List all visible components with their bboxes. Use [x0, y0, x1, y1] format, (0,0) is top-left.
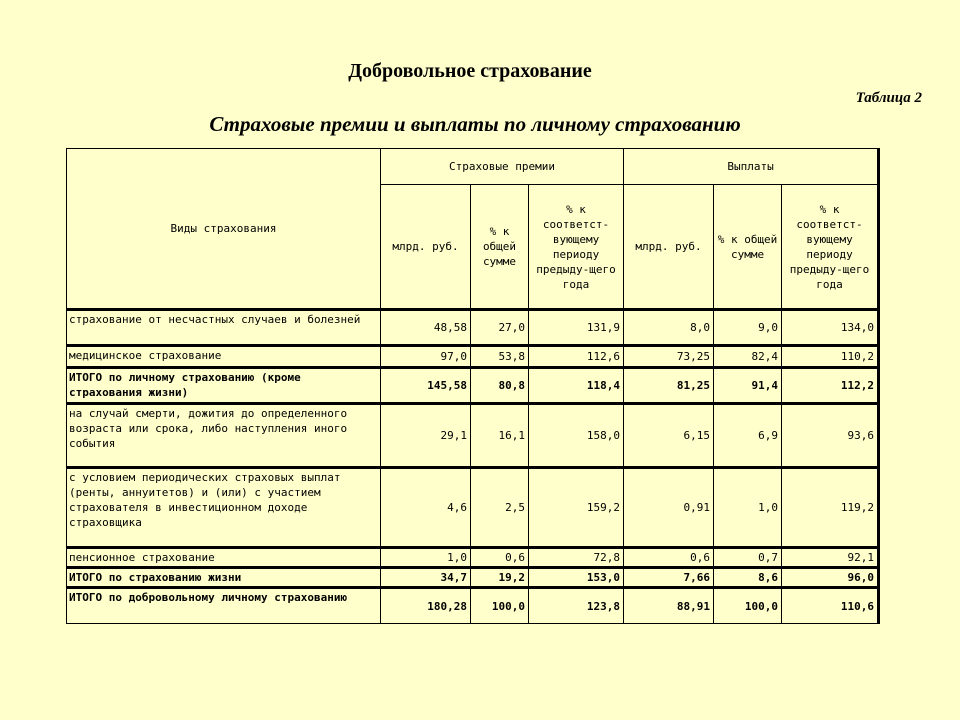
- table-row: [67, 588, 879, 624]
- premiums-pct-total-cell: 16,1: [471, 404, 529, 468]
- premiums-pct-total-cell: 27,0: [471, 310, 529, 346]
- table-number: Таблица 2: [855, 90, 922, 106]
- premiums-pct-prev-cell: 159,2: [529, 468, 624, 548]
- row-label: ИТОГО по страхованию жизни: [67, 568, 381, 588]
- payouts-bln-cell: 0,6: [624, 548, 714, 568]
- premiums-pct-total-cell: 100,0: [471, 588, 529, 624]
- payouts-pct-prev-cell: 112,2: [782, 368, 879, 404]
- payouts-bln-cell: 7,66: [624, 568, 714, 588]
- row-label: пенсионное страхование: [67, 548, 381, 568]
- table-row: [67, 568, 879, 588]
- header-types: Виды страхования: [67, 149, 381, 310]
- page-title: Добровольное страхование: [348, 60, 592, 82]
- header-payouts-pct-prev: % к соответст-вующему периоду предыду-щего года: [782, 185, 879, 310]
- payouts-bln-cell: 81,25: [624, 368, 714, 404]
- payouts-pct-total-cell: 1,0: [714, 468, 782, 548]
- payouts-pct-prev-cell: 110,2: [782, 346, 879, 368]
- payouts-pct-total-cell: 9,0: [714, 310, 782, 346]
- row-label: медицинское страхование: [67, 346, 381, 368]
- payouts-pct-prev-cell: 110,6: [782, 588, 879, 624]
- premiums-pct-total-cell: 2,5: [471, 468, 529, 548]
- header-premiums-pct-prev: % к соответст-вующему периоду предыду-щего года: [529, 185, 624, 310]
- table-subtitle: Страховые премии и выплаты по личному страхованию: [209, 112, 741, 136]
- header-payouts: Выплаты: [624, 149, 879, 185]
- payouts-pct-total-cell: 100,0: [714, 588, 782, 624]
- table-row: [67, 404, 879, 468]
- premiums-bln-cell: 34,7: [381, 568, 471, 588]
- row-label: ИТОГО по личному страхованию (кроме страхования жизни): [67, 368, 381, 404]
- premiums-pct-total-cell: 80,8: [471, 368, 529, 404]
- header-premiums: Страховые премии: [381, 149, 624, 185]
- premiums-pct-prev-cell: 153,0: [529, 568, 624, 588]
- table-row: [67, 310, 879, 346]
- payouts-pct-prev-cell: 96,0: [782, 568, 879, 588]
- premiums-pct-prev-cell: 158,0: [529, 404, 624, 468]
- payouts-pct-prev-cell: 93,6: [782, 404, 879, 468]
- premiums-bln-cell: 48,58: [381, 310, 471, 346]
- premiums-pct-total-cell: 19,2: [471, 568, 529, 588]
- premiums-bln-cell: 4,6: [381, 468, 471, 548]
- table-row: [67, 468, 879, 548]
- payouts-bln-cell: 73,25: [624, 346, 714, 368]
- payouts-bln-cell: 8,0: [624, 310, 714, 346]
- premiums-pct-prev-cell: 131,9: [529, 310, 624, 346]
- payouts-pct-prev-cell: 119,2: [782, 468, 879, 548]
- premiums-pct-total-cell: 0,6: [471, 548, 529, 568]
- premiums-bln-cell: 1,0: [381, 548, 471, 568]
- premiums-bln-cell: 29,1: [381, 404, 471, 468]
- table-row: [67, 368, 879, 404]
- table-row: [67, 548, 879, 568]
- header-premiums-bln: млрд. руб.: [381, 185, 471, 310]
- payouts-pct-total-cell: 91,4: [714, 368, 782, 404]
- payouts-pct-prev-cell: 134,0: [782, 310, 879, 346]
- insurance-table: [66, 148, 880, 624]
- payouts-pct-prev-cell: 92,1: [782, 548, 879, 568]
- row-label: на случай смерти, дожития до определенного возраста или срока, либо наступления иного события: [67, 404, 381, 468]
- table-row: [67, 346, 879, 368]
- premiums-pct-prev-cell: 118,4: [529, 368, 624, 404]
- payouts-pct-total-cell: 82,4: [714, 346, 782, 368]
- header-payouts-pct-total: % к общей сумме: [714, 185, 782, 310]
- payouts-bln-cell: 0,91: [624, 468, 714, 548]
- payouts-bln-cell: 6,15: [624, 404, 714, 468]
- premiums-bln-cell: 180,28: [381, 588, 471, 624]
- premiums-bln-cell: 145,58: [381, 368, 471, 404]
- payouts-pct-total-cell: 6,9: [714, 404, 782, 468]
- payouts-pct-total-cell: 0,7: [714, 548, 782, 568]
- payouts-pct-total-cell: 8,6: [714, 568, 782, 588]
- premiums-pct-prev-cell: 112,6: [529, 346, 624, 368]
- header-premiums-pct-total: % к общей сумме: [471, 185, 529, 310]
- header-payouts-bln: млрд. руб.: [624, 185, 714, 310]
- row-label: ИТОГО по добровольному личному страхованию: [67, 588, 381, 624]
- row-label: страхование от несчастных случаев и болезней: [67, 310, 381, 346]
- premiums-pct-total-cell: 53,8: [471, 346, 529, 368]
- premiums-bln-cell: 97,0: [381, 346, 471, 368]
- row-label: с условием периодических страховых выплат (ренты, аннуитетов) и (или) с участием страхователя в инвестиционном доходе страховщика: [67, 468, 381, 548]
- premiums-pct-prev-cell: 72,8: [529, 548, 624, 568]
- payouts-bln-cell: 88,91: [624, 588, 714, 624]
- premiums-pct-prev-cell: 123,8: [529, 588, 624, 624]
